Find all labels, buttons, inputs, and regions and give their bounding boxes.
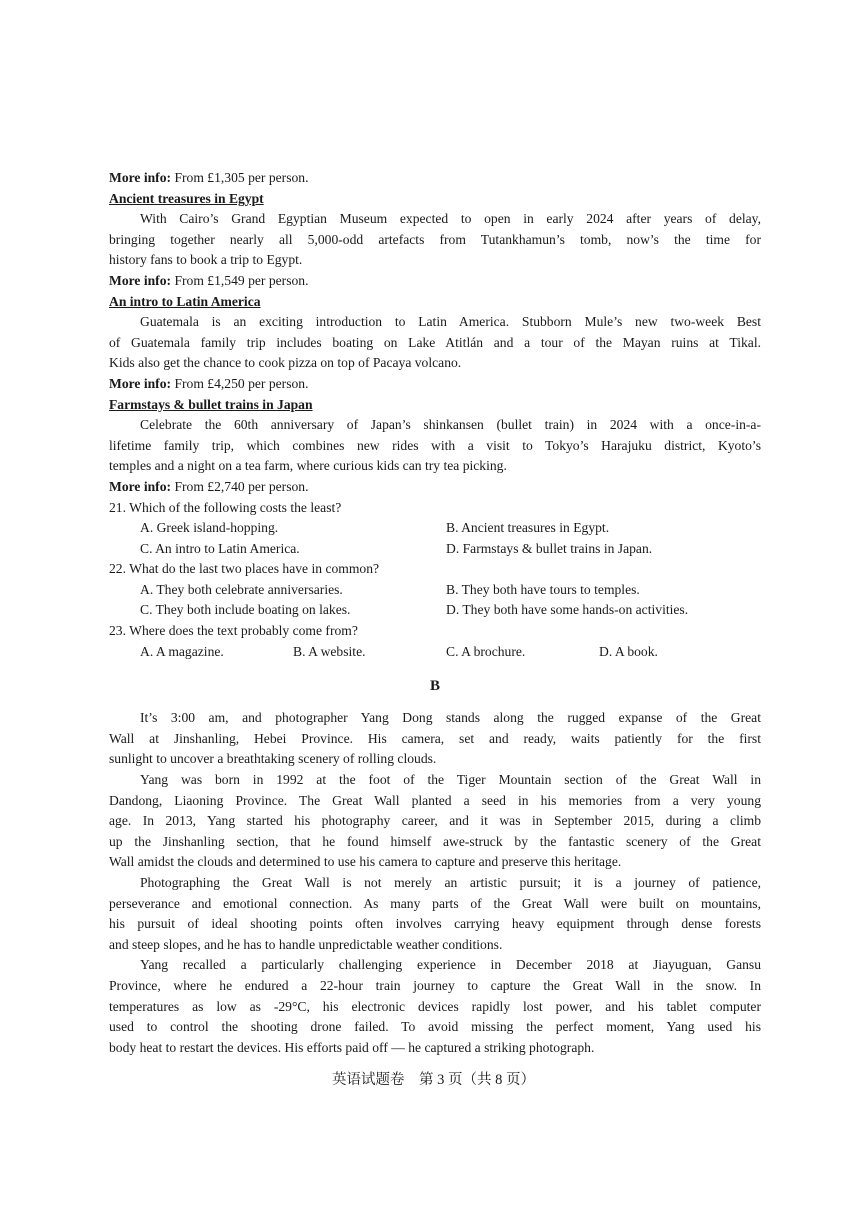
latin-line-1: Guatemala is an exciting introduction to Latin America. Stubborn Mule’s new two-week Best (140, 314, 761, 330)
latin-more-info (109, 374, 761, 395)
passage-b-paragraph-3 (109, 873, 761, 955)
question-22-options-row-2 (109, 600, 761, 621)
passage-b-paragraph-4 (109, 955, 761, 1058)
question-23-options-row (109, 642, 761, 663)
japan-line-2: lifetime family trip, which combines new rides with a visit to Tokyo’s Harajuku district, Kyoto’s (109, 437, 761, 453)
option-21-b[interactable]: B. Ancient treasures in Egypt. (446, 520, 610, 536)
more-info-label: More info: (109, 478, 172, 494)
p1-line-2: Wall at Jinshanling, Hebei Province. His camera, set and ready, waits patiently for the first (109, 730, 761, 746)
option-23-d[interactable]: D. A book. (599, 643, 658, 659)
option-21-a[interactable]: A. Greek island-hopping. (140, 520, 279, 536)
p3-line-3: his pursuit of ideal shooting points often involves carrying heavy equipment through dense forests (109, 916, 761, 932)
option-23-c[interactable]: C. A brochure. (446, 643, 526, 659)
latin-line-2: of Guatemala family trip includes boating on Lake Atitlán and a tour of the Mayan ruins at Tikal. (109, 334, 761, 350)
option-21-c[interactable]: C. An intro to Latin America. (140, 540, 300, 556)
egypt-line-1: With Cairo’s Grand Egyptian Museum expected to open in early 2024 after years of delay, (140, 211, 761, 227)
question-23-stem: 23. Where does the text probably come from? (109, 623, 358, 639)
option-23-b[interactable]: B. A website. (293, 643, 366, 659)
section-title-egypt: Ancient treasures in Egypt (109, 190, 264, 206)
p2-line-2: Dandong, Liaoning Province. The Great Wall planted a seed in his memories from a very young (109, 792, 761, 808)
p2-line-3: age. In 2013, Yang started his photography career, and it was in September 2015, during a climb (109, 813, 761, 829)
egypt-line-3: history fans to book a trip to Egypt. (109, 252, 303, 268)
option-22-c[interactable]: C. They both include boating on lakes. (140, 602, 351, 618)
more-info-label: More info: (109, 170, 172, 185)
more-info-value: From £1,549 per person. (171, 272, 309, 288)
question-22-stem: 22. What do the last two places have in common? (109, 561, 380, 577)
latin-line-3: Kids also get the chance to cook pizza on top of Pacaya volcano. (109, 355, 462, 371)
page-footer: 英语试题卷 第 3 页（共 8 页） (332, 1072, 535, 1088)
p3-line-1: Photographing the Great Wall is not merely an artistic pursuit; it is a journey of patience, (140, 875, 761, 890)
more-info-label: More info: (109, 375, 172, 391)
passage-b-heading: B (429, 678, 440, 695)
p2-line-4: up the Jinshanling section, that he found himself awe-struck by the fantastic scenery of the Great (109, 833, 761, 849)
p2-line-5: Wall amidst the clouds and determined to use his camera to capture and preserve this heritage. (109, 854, 622, 870)
section-title-latin: An intro to Latin America (109, 293, 261, 309)
section-title-japan: Farmstays & bullet trains in Japan (109, 396, 313, 412)
japan-line-1: Celebrate the 60th anniversary of Japan’s shinkansen (bullet train) in 2024 with a once-in-a- (140, 417, 761, 433)
p4-line-2: Province, where he endured a 22-hour train journey to capture the Great Wall in the snow. In (109, 977, 761, 993)
p4-line-5: body heat to restart the devices. His efforts paid off — he captured a striking photograph. (109, 1039, 595, 1055)
passage-b-paragraph-1 (109, 708, 761, 770)
egypt-line-2: bringing together nearly all 5,000-odd artefacts from Tutankhamun’s tomb, now’s the time for (109, 231, 761, 247)
option-22-b[interactable]: B. They both have tours to temples. (446, 581, 640, 597)
option-23-a[interactable]: A. A magazine. (140, 643, 224, 659)
egypt-section (109, 189, 761, 210)
option-22-a[interactable]: A. They both celebrate anniversaries. (140, 581, 343, 597)
more-info-value: From £2,740 per person. (171, 478, 309, 494)
p3-line-2: perseverance and emotional connection. As many parts of the Great Wall were built on mountains, (109, 895, 761, 911)
p4-line-1: Yang recalled a particularly challenging experience in December 2018 at Jiayuguan, Gansu (140, 957, 761, 973)
question-21-stem: 21. Which of the following costs the least? (109, 499, 342, 515)
p4-line-4: used to control the shooting drone failed. To avoid missing the perfect moment, Yang used his (109, 1019, 761, 1035)
more-info-value: From £1,305 per person. (171, 170, 309, 185)
exam-page (109, 168, 761, 1058)
japan-line-3: temples and a night on a tea farm, where curious kids can try tea picking. (109, 458, 507, 474)
p4-line-3: temperatures as low as -29°C, his electronic devices rapidly lost power, and his tablet computer (109, 998, 761, 1014)
p1-line-3: sunlight to uncover a breathtaking scenery of rolling clouds. (109, 751, 437, 767)
japan-section (109, 395, 761, 416)
question-21-options-row-2 (109, 539, 761, 560)
egypt-more-info (109, 271, 761, 292)
greek-more-info (109, 168, 761, 189)
option-22-d[interactable]: D. They both have some hands-on activities. (446, 602, 689, 618)
p2-line-1: Yang was born in 1992 at the foot of the Tiger Mountain section of the Great Wall in (140, 772, 761, 788)
question-22-options-row-1 (109, 580, 761, 601)
question-21-options-row-1 (109, 518, 761, 539)
option-21-d[interactable]: D. Farmstays & bullet trains in Japan. (446, 540, 653, 556)
p3-line-4: and steep slopes, and he has to handle unpredictable weather conditions. (109, 936, 503, 952)
latin-section (109, 292, 761, 313)
more-info-value: From £4,250 per person. (171, 375, 309, 391)
japan-more-info (109, 477, 761, 498)
passage-b-paragraph-2 (109, 770, 761, 873)
p1-line-1: It’s 3:00 am, and photographer Yang Dong stands along the rugged expanse of the Great (140, 710, 761, 726)
more-info-label: More info: (109, 272, 172, 288)
